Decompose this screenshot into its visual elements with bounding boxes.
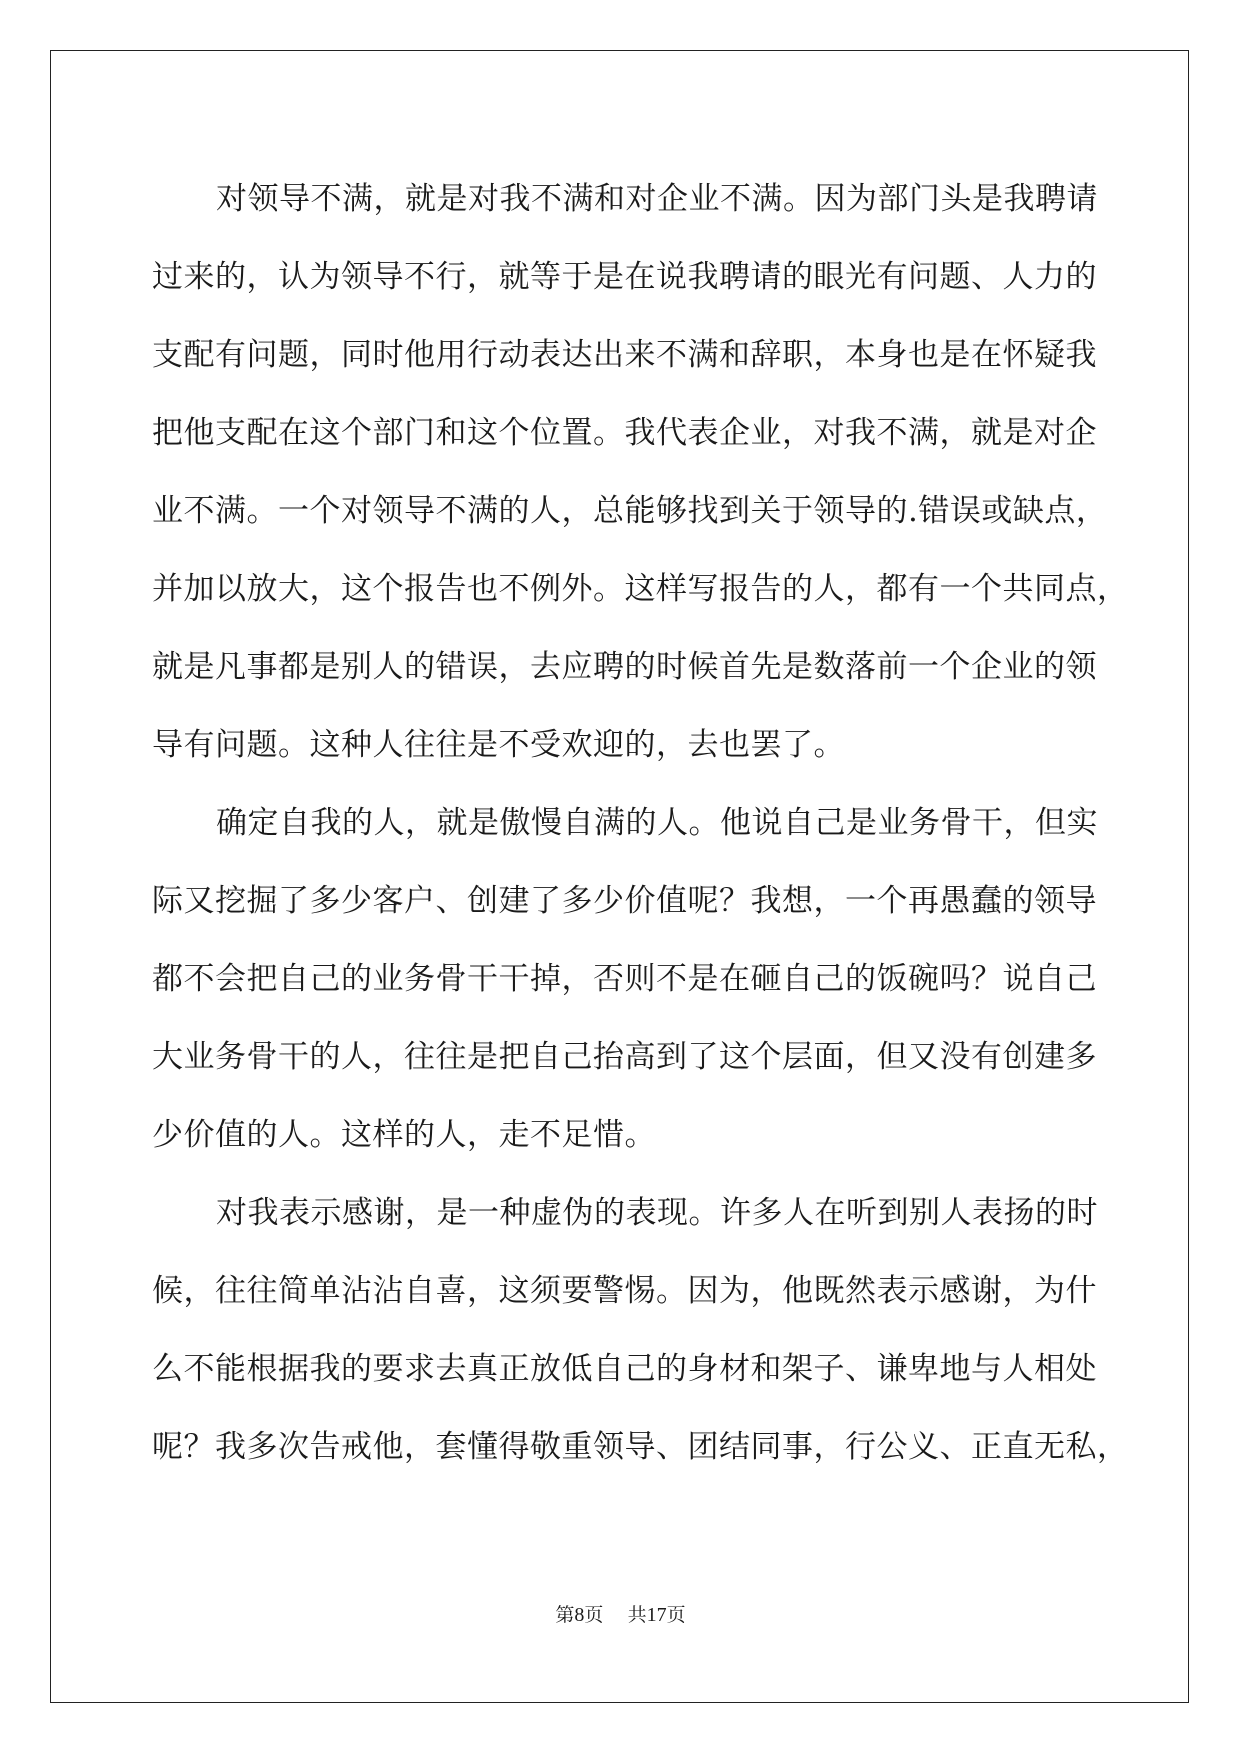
paragraph-1-line-8: 导有问题。这种人往往是不受欢迎的，去也罢了。	[152, 727, 845, 763]
total-label-prefix: 共	[627, 1604, 647, 1626]
paragraph-1-line-7: 就是凡事都是别人的错误，去应聘的时候首先是数落前一个企业的领	[152, 649, 1097, 685]
page-label-suffix: 页	[584, 1604, 604, 1626]
paragraph-2-line-1: 确定自我的人，就是傲慢自满的人。他说自己是业务骨干，但实	[216, 805, 1098, 841]
paragraph-2-line-3: 都不会把自己的业务骨干干掉，否则不是在砸自己的饭碗吗？说自己	[152, 961, 1097, 997]
paragraph-3-line-2: 候，往往简单沾沾自喜，这须要警惕。因为，他既然表示感谢，为什	[152, 1273, 1097, 1309]
paragraph-1-line-3: 支配有问题，同时他用行动表达出来不满和辞职，本身也是在怀疑我	[152, 337, 1097, 373]
page-footer	[0, 1600, 1241, 1627]
total-label-suffix: 页	[666, 1604, 686, 1626]
paragraph-1-line-4: 把他支配在这个部门和这个位置。我代表企业，对我不满，就是对企	[152, 415, 1097, 451]
paragraph-1-line-5: 业不满。一个对领导不满的人，总能够找到关于领导的.错误或缺点，	[152, 493, 1108, 529]
paragraph-3-line-1: 对我表示感谢，是一种虚伪的表现。许多人在听到别人表扬的时	[216, 1195, 1098, 1231]
paragraph-2-line-2: 际又挖掘了多少客户、创建了多少价值呢？我想，一个再愚蠢的领导	[152, 883, 1097, 919]
paragraph-2-line-5: 少价值的人。这样的人，走不足惜。	[152, 1117, 656, 1153]
paragraph-1-line-1: 对领导不满，就是对我不满和对企业不满。因为部门头是我聘请	[216, 181, 1098, 217]
paragraph-1-line-6: 并加以放大，这个报告也不例外。这样写报告的人，都有一个共同点，	[152, 571, 1129, 607]
paragraph-2-line-4: 大业务骨干的人，往往是把自己抬高到了这个层面，但又没有创建多	[152, 1039, 1097, 1075]
paragraph-3-line-4: 呢？我多次告戒他，套懂得敬重领导、团结同事，行公义、正直无私，	[152, 1429, 1129, 1465]
page-number: 8	[574, 1604, 585, 1626]
paragraph-1-line-2: 过来的，认为领导不行，就等于是在说我聘请的眼光有问题、人力的	[152, 259, 1097, 295]
total-pages: 17	[646, 1604, 667, 1626]
paragraph-3-line-3: 么不能根据我的要求去真正放低自己的身材和架子、谦卑地与人相处	[152, 1351, 1097, 1387]
page-label-prefix: 第	[555, 1604, 575, 1626]
document-body	[152, 160, 1129, 1486]
